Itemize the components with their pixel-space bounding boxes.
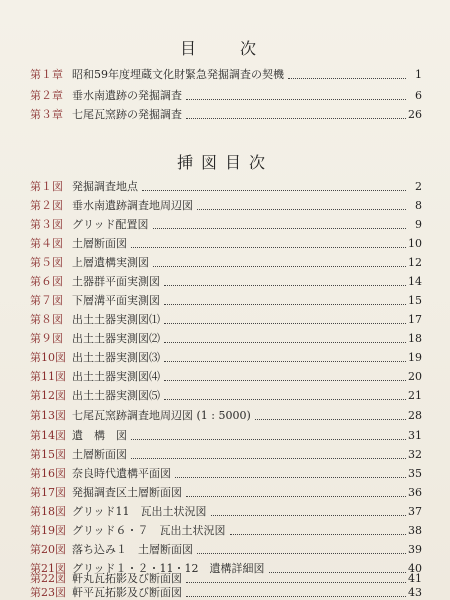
figure-number: 第14図 bbox=[30, 429, 66, 442]
page-number: 17 bbox=[408, 312, 422, 326]
page-number: 31 bbox=[408, 428, 422, 442]
figure-row bbox=[30, 347, 422, 367]
figure-row bbox=[30, 520, 422, 540]
page-number: 28 bbox=[408, 408, 422, 422]
dot-leader bbox=[186, 595, 406, 597]
dot-leader bbox=[131, 457, 406, 459]
dot-leader bbox=[153, 265, 406, 267]
page-number: 35 bbox=[408, 466, 422, 480]
figure-title: 遺 構 図 bbox=[72, 429, 127, 442]
dot-leader bbox=[186, 117, 406, 119]
dot-leader bbox=[153, 227, 406, 229]
figure-row bbox=[30, 385, 422, 405]
figure-title: 軒平瓦拓影及び断面図 bbox=[72, 586, 182, 599]
figure-number: 第４図 bbox=[30, 237, 63, 250]
figure-number: 第16図 bbox=[30, 467, 66, 480]
figure-number: 第８図 bbox=[30, 313, 63, 326]
figure-row bbox=[30, 328, 422, 348]
figure-title: 発掘調査地点 bbox=[72, 180, 138, 193]
figure-title: 土層断面図 bbox=[72, 237, 127, 250]
figure-number: 第20図 bbox=[30, 543, 66, 556]
figure-title: 出土土器実測図⑵ bbox=[72, 332, 160, 345]
page-number: 38 bbox=[408, 523, 422, 537]
figure-row bbox=[30, 444, 422, 464]
figure-number: 第17図 bbox=[30, 486, 66, 499]
chapter-title: 昭和59年度埋蔵文化財緊急発掘調査の契機 bbox=[72, 68, 284, 81]
figure-number: 第７図 bbox=[30, 294, 63, 307]
page-number: 41 bbox=[408, 571, 422, 585]
figure-title: 出土土器実測図⑶ bbox=[72, 351, 160, 364]
page-number: 14 bbox=[408, 274, 422, 288]
figure-row bbox=[30, 233, 422, 253]
figure-number: 第９図 bbox=[30, 332, 63, 345]
figure-row bbox=[30, 290, 422, 310]
contents-title: 目 次 bbox=[179, 39, 270, 58]
dot-leader bbox=[131, 438, 406, 440]
figure-row bbox=[30, 271, 422, 291]
figure-row bbox=[30, 195, 422, 215]
dot-leader bbox=[164, 341, 406, 343]
figure-title: 発掘調査区土層断面図 bbox=[72, 486, 182, 499]
page-number: 20 bbox=[408, 369, 422, 383]
figure-title: グリッド11 瓦出土状況図 bbox=[72, 505, 207, 518]
figure-number: 第10図 bbox=[30, 351, 66, 364]
figure-row bbox=[30, 309, 422, 329]
figure-title: 七尾瓦窯跡調査地周辺図 (1 : 5000) bbox=[72, 409, 251, 422]
figure-title: グリッド６・７ 瓦出土状況図 bbox=[72, 524, 226, 537]
figure-title: 出土土器実測図⑸ bbox=[72, 389, 160, 402]
dot-leader bbox=[175, 476, 406, 478]
chapter-number: 第３章 bbox=[30, 108, 63, 121]
figure-title: グリッド配置図 bbox=[72, 218, 149, 231]
figure-title: 落ち込み１ 土層断面図 bbox=[72, 543, 193, 556]
chapter-title: 垂水南遺跡の発掘調査 bbox=[72, 89, 182, 102]
dot-leader bbox=[164, 284, 406, 286]
page-number: 21 bbox=[408, 388, 422, 402]
page-number: 39 bbox=[408, 542, 422, 556]
page-number: 26 bbox=[408, 107, 422, 121]
dot-leader bbox=[164, 360, 406, 362]
contents-row bbox=[30, 85, 422, 105]
page-number: 9 bbox=[415, 217, 422, 231]
dot-leader bbox=[197, 208, 406, 210]
dot-leader bbox=[164, 379, 406, 381]
page-number: 1 bbox=[415, 67, 422, 81]
page-number: 8 bbox=[415, 198, 422, 212]
figure-number: 第15図 bbox=[30, 448, 66, 461]
figure-number: 第６図 bbox=[30, 275, 63, 288]
figure-title: 上層遺構実測図 bbox=[72, 256, 149, 269]
dot-leader bbox=[186, 581, 406, 583]
figure-row bbox=[30, 425, 422, 445]
dot-leader bbox=[164, 303, 406, 305]
figure-number: 第２図 bbox=[30, 199, 63, 212]
figure-number: 第３図 bbox=[30, 218, 63, 231]
figure-title: 奈良時代遺構平面図 bbox=[72, 467, 171, 480]
figure-title: 下層溝平面実測図 bbox=[72, 294, 160, 307]
dot-leader bbox=[186, 495, 406, 497]
figure-number: 第11図 bbox=[30, 370, 66, 383]
figure-title: 出土土器実測図⑴ bbox=[72, 313, 160, 326]
dot-leader bbox=[131, 246, 406, 248]
dot-leader bbox=[142, 189, 406, 191]
figures-title: 挿図目次 bbox=[176, 153, 273, 172]
figure-number: 第23図 bbox=[30, 586, 66, 599]
page-number: 10 bbox=[408, 236, 422, 250]
dot-leader bbox=[164, 398, 406, 400]
figure-row bbox=[30, 405, 422, 425]
figure-title: 垂水南遺跡調査地周辺図 bbox=[72, 199, 193, 212]
figure-number: 第19図 bbox=[30, 524, 66, 537]
chapter-title: 七尾瓦窯跡の発掘調査 bbox=[72, 108, 182, 121]
figure-number: 第22図 bbox=[30, 572, 66, 585]
page-number: 37 bbox=[408, 504, 422, 518]
page-number: 15 bbox=[408, 293, 422, 307]
figure-row bbox=[30, 584, 422, 600]
figure-number: 第５図 bbox=[30, 256, 63, 269]
page-number: 40 bbox=[408, 561, 422, 575]
figure-row bbox=[30, 539, 422, 559]
page-number: 18 bbox=[408, 331, 422, 345]
figure-row bbox=[30, 214, 422, 234]
figure-row bbox=[30, 482, 422, 502]
figure-row bbox=[30, 463, 422, 483]
page-number: 43 bbox=[408, 585, 422, 599]
page-number: 2 bbox=[415, 179, 422, 193]
figure-row bbox=[30, 366, 422, 386]
chapter-number: 第１章 bbox=[30, 68, 63, 81]
dot-leader bbox=[255, 418, 406, 420]
figure-number: 第18図 bbox=[30, 505, 66, 518]
figure-number: 第21図 bbox=[30, 562, 66, 575]
figure-number: 第１図 bbox=[30, 180, 63, 193]
figure-row bbox=[30, 252, 422, 272]
page-number: 32 bbox=[408, 447, 422, 461]
page-number: 6 bbox=[415, 88, 422, 102]
figure-title: 出土土器実測図⑷ bbox=[72, 370, 160, 383]
figure-number: 第13図 bbox=[30, 409, 66, 422]
dot-leader bbox=[211, 514, 406, 516]
figure-title: 軒丸瓦拓影及び断面図 bbox=[72, 572, 182, 585]
dot-leader bbox=[230, 533, 406, 535]
contents-row bbox=[30, 104, 422, 124]
figure-number: 第12図 bbox=[30, 389, 66, 402]
page-number: 36 bbox=[408, 485, 422, 499]
figure-title: グリッド１・２・11・12 遺構詳細図 bbox=[72, 562, 265, 575]
dot-leader bbox=[164, 322, 406, 324]
dot-leader bbox=[288, 77, 406, 79]
figure-row bbox=[30, 501, 422, 521]
dot-leader bbox=[197, 552, 406, 554]
figure-title: 土層断面図 bbox=[72, 448, 127, 461]
page-number: 12 bbox=[408, 255, 422, 269]
dot-leader bbox=[186, 98, 406, 100]
figure-row bbox=[30, 176, 422, 196]
page-number: 19 bbox=[408, 350, 422, 364]
contents-row bbox=[30, 64, 422, 84]
figure-title: 土器群平面実測図 bbox=[72, 275, 160, 288]
chapter-number: 第２章 bbox=[30, 89, 63, 102]
